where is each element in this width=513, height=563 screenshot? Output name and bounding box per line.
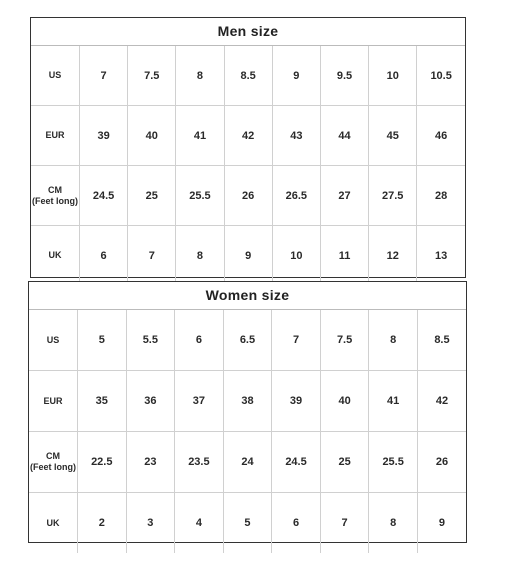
size-cell: 25.5 xyxy=(176,166,224,226)
table-row xyxy=(31,166,465,226)
size-cell: 40 xyxy=(128,106,176,166)
size-cell: 8 xyxy=(369,310,418,371)
size-cell: 10.5 xyxy=(417,46,465,106)
size-cell: 27 xyxy=(320,166,368,226)
size-cell: 40 xyxy=(320,371,369,432)
size-cell: 7 xyxy=(320,493,369,554)
size-cell: 24 xyxy=(223,432,272,493)
size-cell: 44 xyxy=(320,106,368,166)
table-row xyxy=(31,46,465,106)
size-cell: 46 xyxy=(417,106,465,166)
size-cell: 22.5 xyxy=(78,432,127,493)
size-cell: 26 xyxy=(224,166,272,226)
size-cell: 9 xyxy=(438,517,446,529)
size-cell: 27.5 xyxy=(369,166,417,226)
table-row xyxy=(29,432,466,493)
row-label xyxy=(31,166,80,226)
row-label-text: EUR xyxy=(43,395,63,406)
row-label-text: EUR xyxy=(45,130,65,140)
table-row xyxy=(29,310,466,371)
size-cell: 6 xyxy=(175,310,224,371)
size-cell: 8 xyxy=(176,46,224,106)
row-label xyxy=(31,106,80,166)
row-sublabel-text: (Feet long) xyxy=(32,195,78,206)
size-cell: 25 xyxy=(320,432,369,493)
size-cell: 28 xyxy=(417,166,465,226)
row-label xyxy=(31,46,80,106)
row-label-text: UK xyxy=(48,250,62,260)
size-cell: 7 xyxy=(80,46,128,106)
men-size-chart xyxy=(30,17,466,278)
size-cell: 8.5 xyxy=(417,310,466,371)
size-cell: 39 xyxy=(80,106,128,166)
table-row xyxy=(31,226,465,286)
women-size-title: Women size xyxy=(29,282,466,310)
size-cell: 2 xyxy=(78,493,127,554)
size-cell: 45 xyxy=(369,106,417,166)
row-label xyxy=(31,226,80,286)
size-cell: 5.5 xyxy=(126,310,175,371)
size-cell: 26.5 xyxy=(272,166,320,226)
size-cell: 10 xyxy=(369,46,417,106)
row-sublabel-text: (Feet long) xyxy=(30,462,76,472)
size-cell: 9.5 xyxy=(320,46,368,106)
size-cell: 35 xyxy=(78,371,127,432)
size-cell: 7 xyxy=(128,226,176,286)
size-cell: 23 xyxy=(126,432,175,493)
size-cell: 7 xyxy=(272,310,321,371)
size-cell: 43 xyxy=(272,106,320,166)
women-size-chart xyxy=(28,281,467,543)
size-cell: 3 xyxy=(126,493,175,554)
size-cell: 42 xyxy=(224,106,272,166)
row-label-text: UK xyxy=(46,517,60,528)
table-row xyxy=(29,371,466,432)
size-cell: 38 xyxy=(223,371,272,432)
size-cell: 8 xyxy=(176,226,224,286)
size-cell: 12 xyxy=(369,226,417,286)
size-cell: 36 xyxy=(126,371,175,432)
size-cell: 6 xyxy=(80,226,128,286)
size-cell: 9 xyxy=(224,226,272,286)
row-label-text: CM xyxy=(46,451,60,461)
row-label-text: US xyxy=(48,70,62,80)
size-cell: 25 xyxy=(128,166,176,226)
size-cell: 5 xyxy=(78,310,127,371)
size-cell: 8 xyxy=(369,493,418,554)
size-cell: 23.5 xyxy=(175,432,224,493)
size-cell: 7.5 xyxy=(320,310,369,371)
size-cell: 10 xyxy=(272,226,320,286)
size-cell: 9 xyxy=(272,46,320,106)
row-label xyxy=(29,310,78,371)
size-cell: 37 xyxy=(175,371,224,432)
table-row xyxy=(31,106,465,166)
size-cell: 41 xyxy=(176,106,224,166)
size-cell: 24.5 xyxy=(80,166,128,226)
size-cell: 26 xyxy=(417,432,466,493)
size-cell: 11 xyxy=(320,226,368,286)
size-cell: 7.5 xyxy=(128,46,176,106)
men-size-title: Men size xyxy=(31,18,465,46)
size-cell: 39 xyxy=(272,371,321,432)
size-cell: 8.5 xyxy=(224,46,272,106)
size-cell: 41 xyxy=(369,371,418,432)
size-cell: 6.5 xyxy=(223,310,272,371)
row-label xyxy=(29,432,78,493)
row-label-text: US xyxy=(46,334,60,345)
women-size-table xyxy=(29,310,466,553)
row-label xyxy=(29,493,78,554)
men-size-table xyxy=(31,46,465,285)
size-cell: 25.5 xyxy=(369,432,418,493)
size-cell: 5 xyxy=(223,493,272,554)
size-cell: 24.5 xyxy=(272,432,321,493)
size-cell: 13 xyxy=(435,249,448,262)
size-cell: 4 xyxy=(175,493,224,554)
table-row xyxy=(29,493,466,554)
size-cell: 42 xyxy=(417,371,466,432)
row-label xyxy=(29,371,78,432)
size-cell: 6 xyxy=(272,493,321,554)
row-label-text: CM xyxy=(48,184,62,195)
